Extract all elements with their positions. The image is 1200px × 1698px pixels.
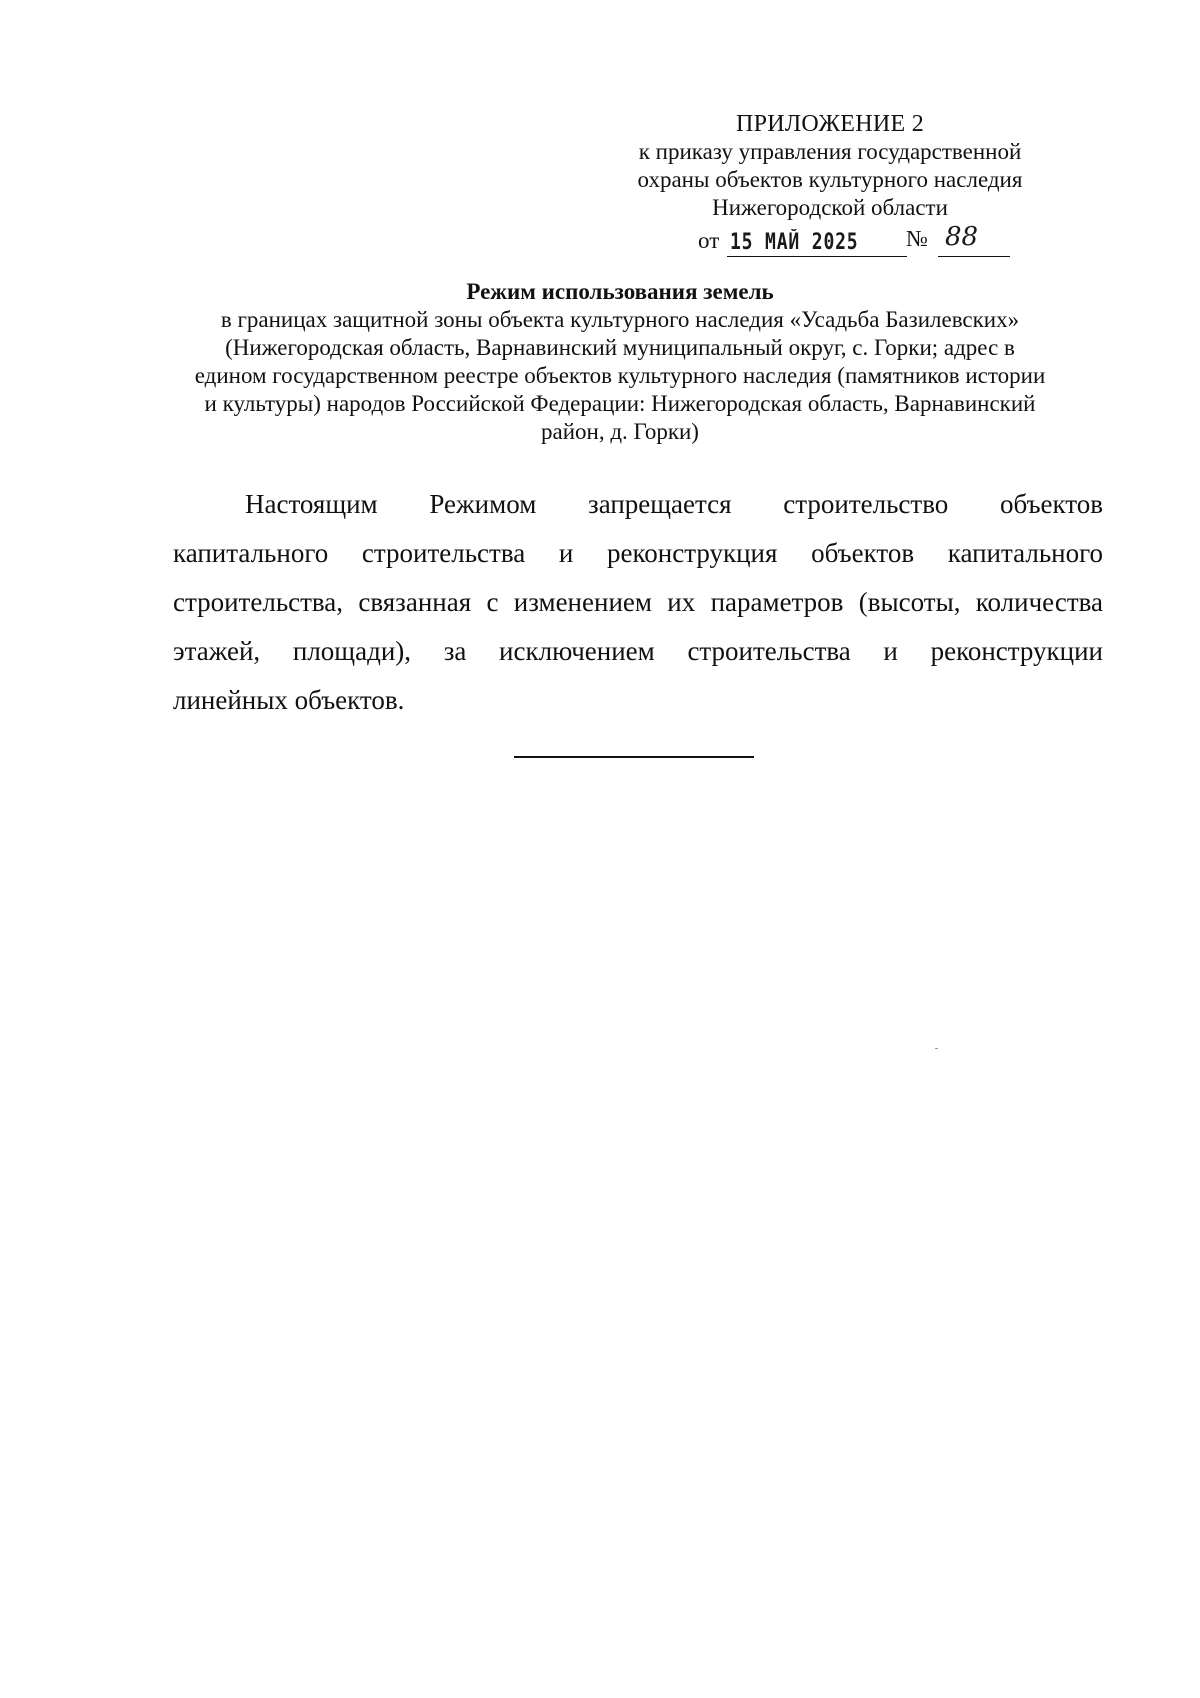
body-line: линейных объектов. [173, 685, 405, 715]
order-date-number-line [698, 222, 1028, 260]
body-line: капитального строительства и реконструкция объектов капитального [173, 538, 1103, 568]
closing-divider [514, 756, 754, 758]
scan-speck [935, 1048, 938, 1049]
heading-title: Режим использования земель [466, 279, 774, 304]
appendix-line: к приказу управления государственной [638, 139, 1022, 164]
appendix-title: ПРИЛОЖЕНИЕ 2 [735, 111, 925, 137]
body-line: Настоящим Режимом запрещается строительство объектов [245, 489, 1103, 519]
order-number-sign: № [906, 226, 928, 251]
body-line: этажей, площади), за исключением строительства и реконструкции [173, 636, 1103, 666]
order-number-handwritten: 88 [945, 222, 979, 252]
appendix-line: охраны объектов культурного наследия [637, 167, 1023, 192]
heading-line: район, д. Горки) [541, 419, 699, 444]
body-paragraph [173, 480, 1103, 725]
body-line: строительства, связанная с изменением их параметров (высоты, количества [173, 587, 1103, 617]
heading-line: и культуры) народов Российской Федерации: Нижегородская область, Варнавинский [204, 391, 1036, 416]
order-from-label: от [698, 228, 720, 253]
heading-line: (Нижегородская область, Варнавинский муниципальный округ, с. Горки; адрес в [225, 335, 1015, 360]
heading-line: в границах защитной зоны объекта культурного наследия «Усадьба Базилевских» [220, 307, 1020, 332]
appendix-line: Нижегородской области [712, 195, 948, 220]
heading-line: едином государственном реестре объектов культурного наследия (памятников истории [194, 363, 1046, 388]
document-heading [160, 278, 1080, 446]
order-date-stamp: 15 МАЙ 2025 [730, 230, 859, 255]
appendix-header [600, 110, 1060, 222]
